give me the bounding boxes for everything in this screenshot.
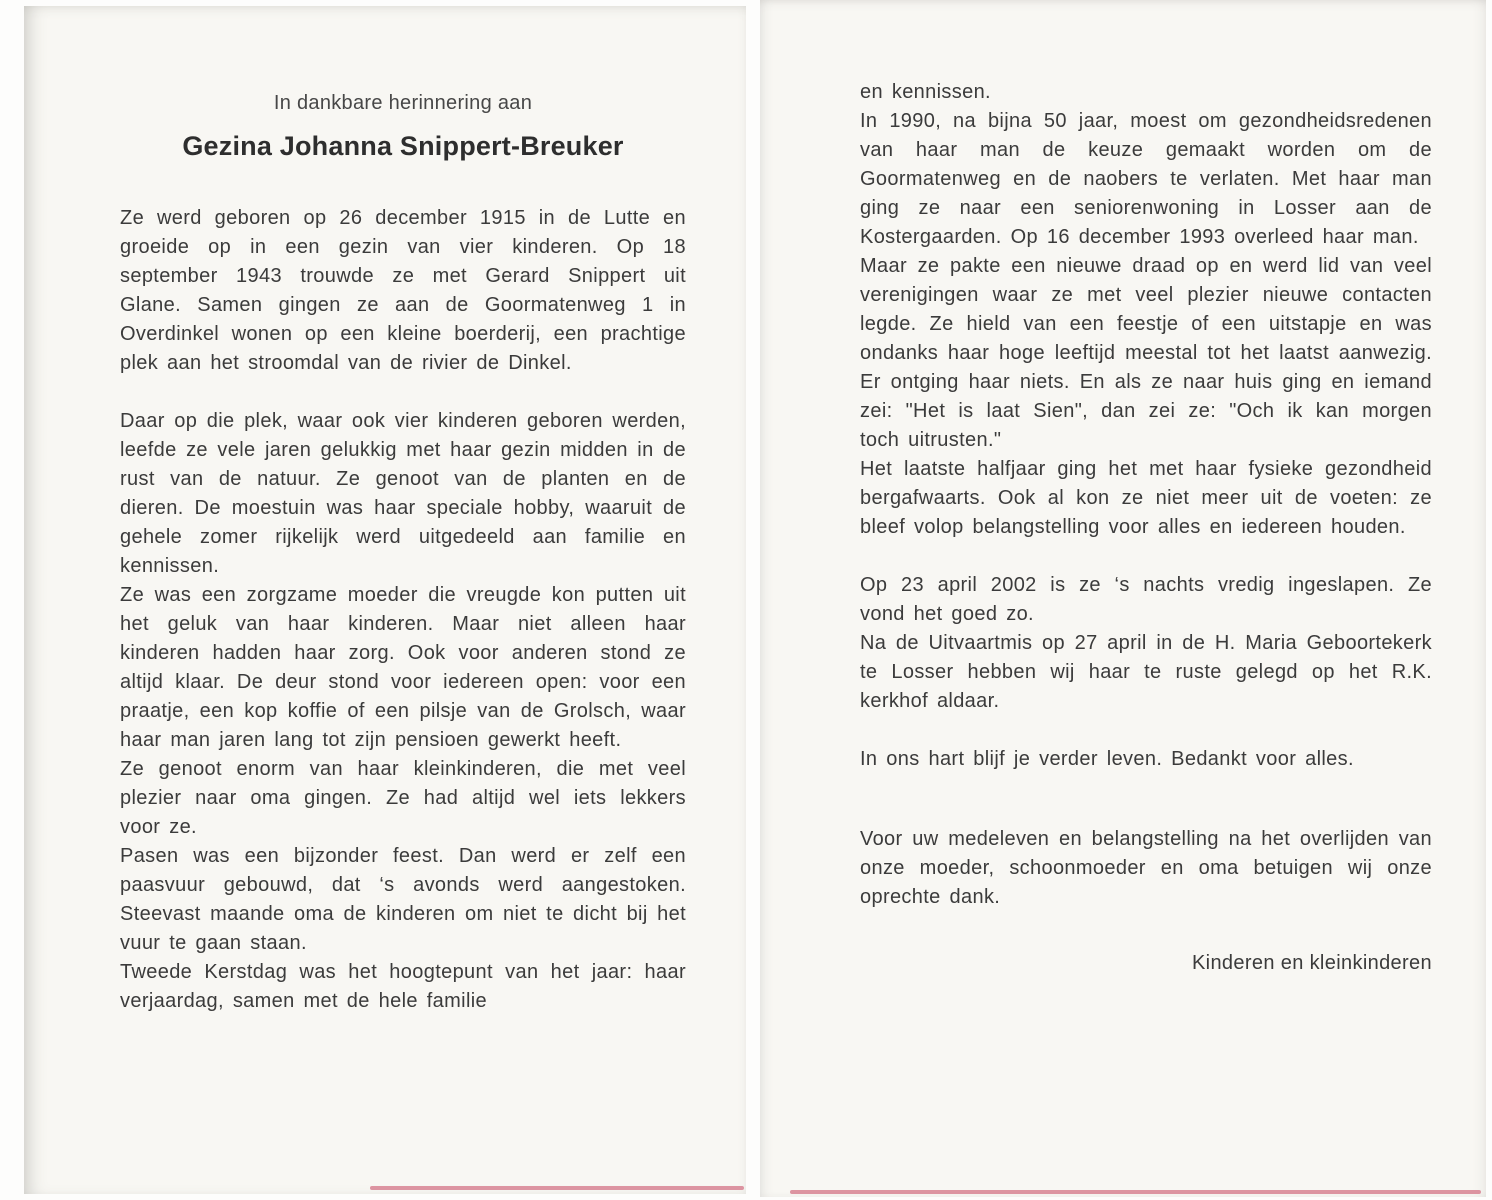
biography-paragraph: Tweede Kerstdag was het hoogtepunt van het jaar: haar verjaardag, samen met de hele familie bbox=[120, 961, 686, 1012]
biography-paragraph: Het laatste halfjaar ging het met haar fysieke gezondheid bergafwaarts. Ook al kon ze niet meer uit de voeten: ze bleef volop belangstelling voor alles en iedereen houden. bbox=[860, 458, 1432, 538]
scan-artifact-line bbox=[370, 1186, 744, 1190]
right-page bbox=[760, 0, 1486, 1197]
funeral-paragraph: Na de Uitvaartmis op 27 april in de H. Maria Geboortekerk te Losser hebben wij haar te ruste gelegd op het R.K. kerkhof aldaar. bbox=[860, 632, 1432, 712]
scan-artifact-line bbox=[790, 1190, 1481, 1194]
biography-paragraph: Ze was een zorgzame moeder die vreugde kon putten uit het geluk van haar kinderen. Maar niet alleen haar kinderen hadden haar zorg. Ook voor anderen stond ze altijd klaar. De deur stond voor iedereen open: voor een praatje, een kop koffie of een pilsje van de Grolsch, waar haar man jaren lang tot zijn pensioen gewerkt heeft. bbox=[120, 584, 686, 751]
left-page bbox=[24, 6, 746, 1194]
passing-paragraph: Op 23 april 2002 is ze ‘s nachts vredig ingeslapen. Ze vond het goed zo. bbox=[860, 574, 1432, 625]
biography-paragraph: Ze werd geboren op 26 december 1915 in de Lutte en groeide op in een gezin van vier kinderen. Op 18 september 1943 trouwde ze met Gerard Snippert uit Glane. Samen gingen ze aan de Goormatenweg 1 in Overdinkel wonen op een kleine boerderij, een prachtige plek aan het stroomdal van de rivier de Dinkel. bbox=[120, 207, 686, 374]
biography-paragraph: Ze genoot enorm van haar kleinkinderen, die met veel plezier naar oma gingen. Ze had altijd wel iets lekkers voor ze. bbox=[120, 758, 686, 838]
deceased-name: Gezina Johanna Snippert-Breuker bbox=[182, 131, 624, 161]
biography-paragraph: In 1990, na bijna 50 jaar, moest om gezondheidsredenen van haar man de keuze gemaakt worden om de Goormatenweg en de naobers te verlaten. Met haar man ging ze naar een seniorenwoning in Losser aan de Kostergaarden. Op 16 december 1993 overleed haar man. bbox=[860, 110, 1432, 248]
closing-paragraph: In ons hart blijf je verder leven. Bedankt voor alles. bbox=[860, 748, 1354, 770]
dedication-line: In dankbare herinnering aan bbox=[273, 92, 533, 114]
biography-paragraph: Daar op die plek, waar ook vier kinderen geboren werden, leefde ze vele jaren gelukkig met haar gezin midden in de rust van de natuur. Ze genoot van de planten en de dieren. De moestuin was haar speciale hobby, waaruit de gehele zomer rijkelijk werd uitgedeeld aan familie en kennissen. bbox=[120, 410, 686, 577]
right-page-content bbox=[760, 0, 1486, 978]
biography-paragraph: Maar ze pakte een nieuwe draad op en werd lid van veel verenigingen waar ze met veel plezier nieuwe contacten legde. Ze hield van een feestje of een uitstapje en was ondanks haar hoge leeftijd meestal tot het laatst aanwezig. Er ontging haar niets. En als ze naar huis ging en iemand zei: "Het is laat Sien", dan zei ze: "Och ik kan morgen toch uitrusten." bbox=[860, 255, 1432, 451]
acknowledgement-paragraph: Voor uw medeleven en belangstelling na het overlijden van onze moeder, schoonmoeder en oma betuigen wij onze oprechte dank. bbox=[860, 828, 1432, 908]
signature-line: Kinderen en kleinkinderen bbox=[1191, 952, 1432, 974]
continuation-paragraph: en kennissen. bbox=[860, 81, 991, 103]
left-page-content bbox=[24, 6, 746, 1016]
biography-paragraph: Pasen was een bijzonder feest. Dan werd er zelf een paasvuur gebouwd, dat ‘s avonds werd aangestoken. Steevast maande oma de kinderen om niet te dicht bij het vuur te gaan staan. bbox=[120, 845, 686, 954]
